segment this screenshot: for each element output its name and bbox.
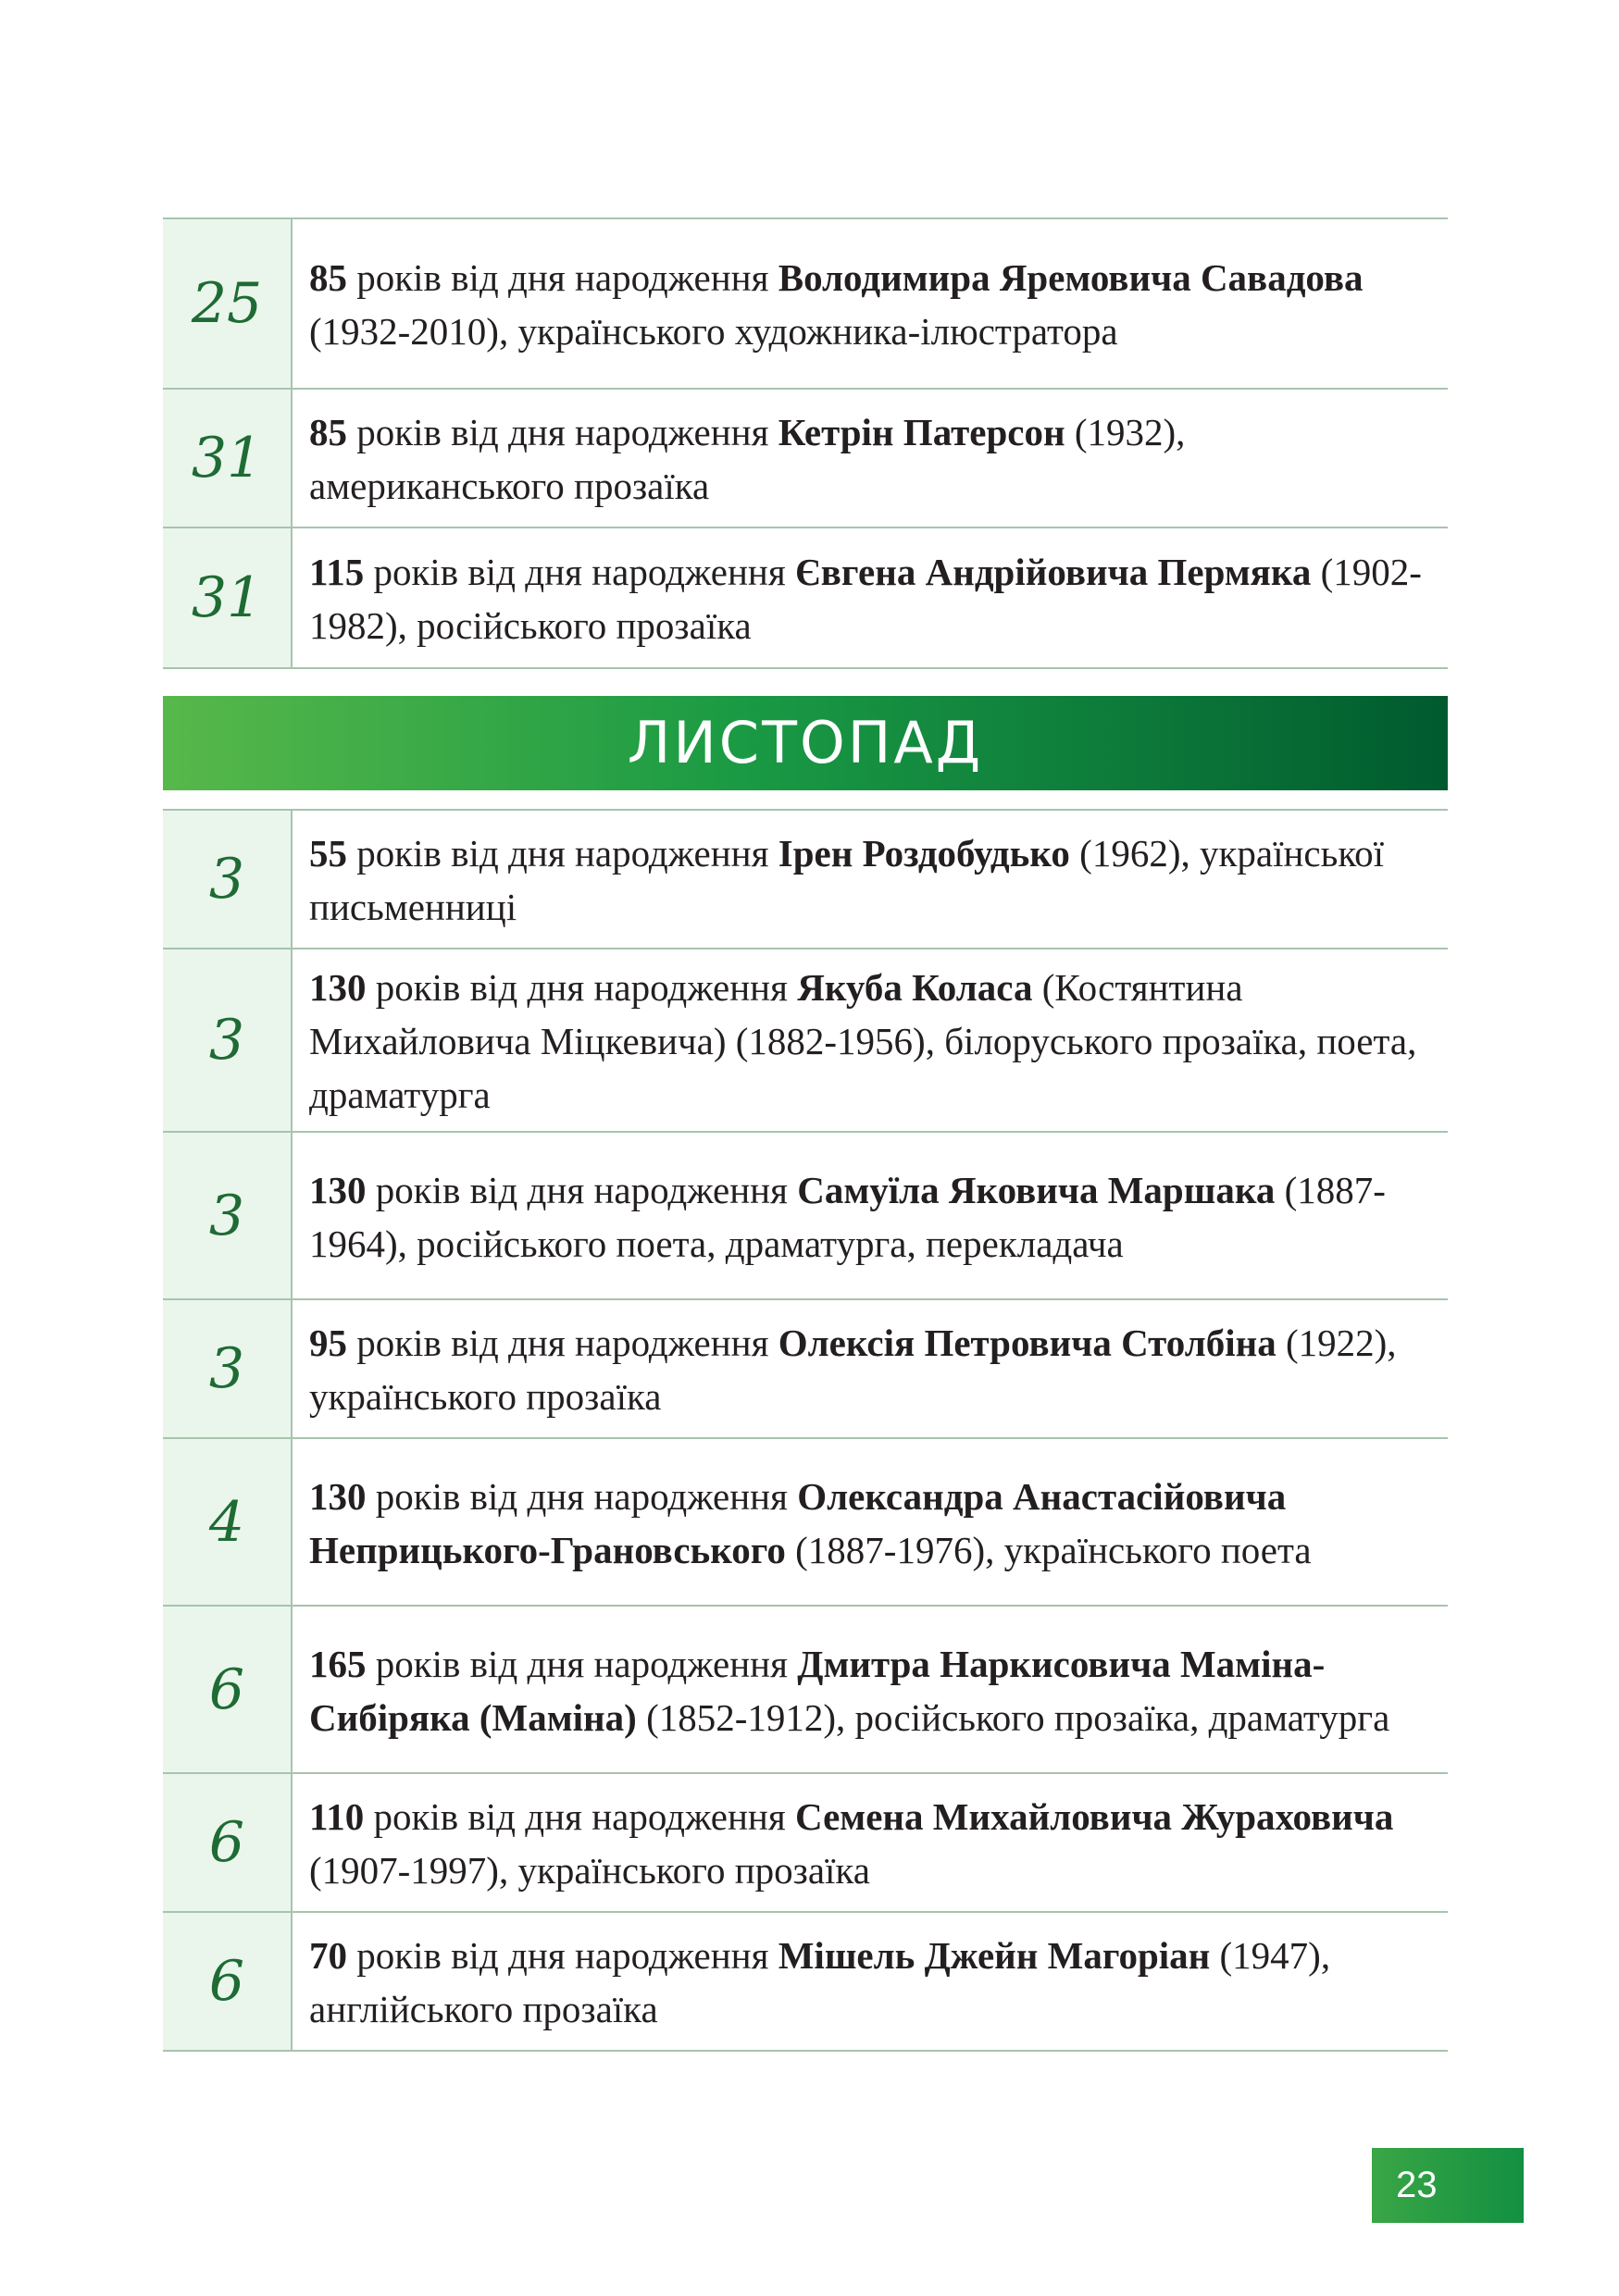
entry-text [292, 1912, 1448, 2051]
entry-text [292, 527, 1448, 668]
entry-date: 6 [163, 1773, 292, 1912]
entry-pre: років від дня народження [366, 966, 798, 1009]
entry-row [163, 527, 1448, 668]
anniversary-table-november [163, 809, 1448, 2052]
entry-date: 6 [163, 1912, 292, 2051]
entry-date: 31 [163, 389, 292, 527]
entry-row [163, 1773, 1448, 1912]
anniversary-table-october [163, 217, 1448, 669]
entry-pre: років від дня народження [347, 1322, 778, 1364]
entry-years: 85 [309, 256, 347, 299]
entry-post: (1907-1997), українського прозаїка [309, 1849, 870, 1892]
entry-person: Семена Михайловича Жураховича [794, 1795, 1394, 1838]
entry-years: 95 [309, 1322, 347, 1364]
entry-post: (1932-2010), українського художника-ілюстратора [309, 310, 1118, 353]
entry-years: 55 [309, 832, 347, 875]
entry-text [292, 218, 1448, 389]
entry-pre: років від дня народження [364, 551, 795, 593]
entry-person: Євгена Андрійовича Пермяка [794, 551, 1312, 593]
entry-date: 3 [163, 810, 292, 949]
entry-years: 115 [309, 551, 365, 593]
entry-post: (Костянтина Михайловича Міцкевича) (1882-1956), білоруського прозаїка, поета, драматурга [309, 966, 1417, 1116]
month-heading: ЛИСТОПАД [163, 696, 1448, 790]
entry-years: 165 [309, 1642, 367, 1685]
entry-pre: років від дня народження [364, 1795, 795, 1838]
entry-years: 85 [309, 411, 347, 453]
entry-years: 130 [309, 966, 367, 1009]
entry-date: 3 [163, 949, 292, 1132]
entry-text [292, 949, 1448, 1132]
entry-text [292, 1438, 1448, 1606]
entry-date: 31 [163, 527, 292, 668]
page-number: 23 [1372, 2148, 1524, 2223]
entry-post: (1852-1912), російського прозаїка, драматурга [636, 1695, 1390, 1739]
entry-row [163, 1299, 1448, 1438]
entry-pre: років від дня народження [366, 1642, 798, 1685]
entry-post: (1887-1964), російського поета, драматурга, перекладача [309, 1168, 1386, 1265]
entry-post: (1947), англійського прозаїка [309, 1934, 1331, 2030]
entry-person: Олександра Анастасійовича Неприцького-Грановського [309, 1474, 1287, 1571]
entry-post: (1962), української письменниці [309, 832, 1385, 928]
entry-row [163, 949, 1448, 1132]
entry-row [163, 810, 1448, 949]
entry-post: (1922), українського прозаїка [309, 1322, 1397, 1418]
entry-pre: років від дня народження [366, 1474, 798, 1518]
entry-row [163, 1606, 1448, 1773]
entry-date: 25 [163, 218, 292, 389]
entry-row [163, 1912, 1448, 2051]
entry-post: (1932), американського прозаїка [309, 411, 1186, 507]
entry-row [163, 1132, 1448, 1299]
entry-post: (1887-1976), українського поета [785, 1528, 1312, 1571]
entry-post: (1902-1982), російського прозаїка [309, 551, 1422, 647]
entry-row [163, 218, 1448, 389]
entry-person: Олексія Петровича Столбіна [778, 1322, 1277, 1364]
entry-date: 3 [163, 1299, 292, 1438]
entry-years: 110 [309, 1795, 365, 1838]
entry-years: 130 [309, 1474, 367, 1518]
entry-row [163, 1438, 1448, 1606]
entry-person: Кетрін Патерсон [778, 411, 1065, 453]
entry-pre: років від дня народження [366, 1168, 798, 1211]
entry-pre: років від дня народження [347, 1934, 778, 1977]
entry-person: Ірен Роздобудько [778, 832, 1070, 875]
entry-text [292, 1773, 1448, 1912]
entry-person: Володимира Яремовича Савадова [778, 256, 1364, 299]
entry-text [292, 1606, 1448, 1773]
entry-years: 70 [309, 1934, 347, 1977]
entry-person: Мішель Джейн Магоріан [778, 1934, 1211, 1977]
entry-text [292, 1299, 1448, 1438]
entry-pre: років від дня народження [347, 256, 778, 299]
entry-date: 4 [163, 1438, 292, 1606]
entry-pre: років від дня народження [347, 832, 778, 875]
entry-date: 6 [163, 1606, 292, 1773]
entry-years: 130 [309, 1168, 367, 1211]
entry-person: Дмитра Наркисовича Маміна-Сибіряка (Маміна) [309, 1642, 1326, 1739]
entry-pre: років від дня народження [347, 411, 778, 453]
entry-row [163, 389, 1448, 527]
entry-text [292, 389, 1448, 527]
entry-text [292, 810, 1448, 949]
entry-person: Самуїла Яковича Маршака [797, 1168, 1276, 1211]
entry-text [292, 1132, 1448, 1299]
entry-person: Якуба Коласа [797, 966, 1033, 1009]
entry-date: 3 [163, 1132, 292, 1299]
